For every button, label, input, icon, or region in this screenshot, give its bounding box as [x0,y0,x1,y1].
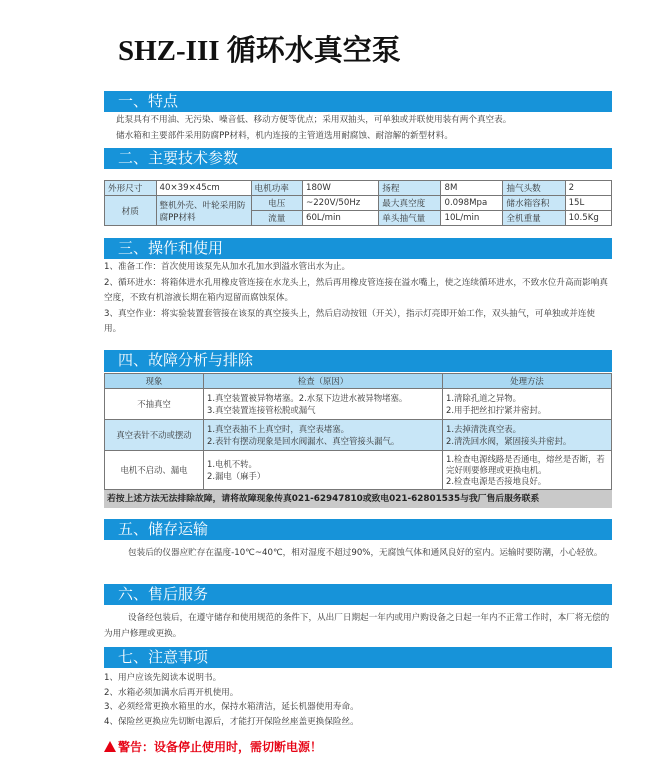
service-text: 设备经包装后，在遵守储存和使用规范的条件下，从出厂日期起一年内或用户购设备之日起一年内不正常工作时，本厂将无偿的为用户修理或更换。 [104,613,610,639]
section-heading-notes: 七、注意事项 [104,647,612,668]
fix: 1.清除孔道之异物。 [446,393,521,403]
section-heading-features: 一、特点 [104,91,612,112]
cause: 1.真空表抽不上真空时，真空表堵塞。 [207,424,349,434]
spec-label: 材质 [105,196,157,226]
section-heading-troubleshooting: 四、故障分析与排除 [104,350,612,372]
text-line: 3、真空作业：将实验装置套管接在该泵的真空接头上，然后启动按钮（开关），指示灯亮即开始工作，双头抽气，可单独或并连使用。 [104,308,596,334]
list-item: 3、必须经常更换水箱里的水，保持水箱清洁，延长机器使用寿命。 [104,702,359,712]
spec-value: 60L/min [303,211,379,226]
table-row [105,451,612,490]
spec-value: 8M [441,181,503,196]
spec-label: 最大真空度 [379,196,441,211]
text-line: 2、循环进水：将箱体进水孔用橡皮管连接在水龙头上，然后再用橡皮管连接在溢水嘴上，使之连续循环进水，不致水位升高而影响真空度，不致有机溶液长期在箱内逗留而腐蚀泵体。 [104,277,608,303]
page-title: SHZ-III 循环水真空泵 [118,35,401,67]
spec-label: 全机重量 [503,211,565,226]
spec-label: 扬程 [379,181,441,196]
spec-value: ~220V/50Hz [303,196,379,211]
symptom: 不抽真空 [105,389,204,420]
list-item: 4、保险丝更换应先切断电源后，才能打开保险丝座盖更换保险丝。 [104,716,359,727]
spec-value: 10L/min [441,211,503,226]
spec-label: 抽气头数 [503,181,565,196]
fix: 1.检查电源线路是否通电，熔丝是否断，若完好则要修理或更换电机。 [446,453,605,475]
text-line: 此泵具有不用油、无污染、噪音低、移动方便等优点；采用双抽头，可单独或并联使用装有两个真空表。 [116,115,512,125]
warning-text: 警告：设备停止使用时，需切断电源！ [118,740,323,754]
features-text [116,112,612,144]
warning [104,738,612,755]
cause: 2.漏电（麻手） [207,471,266,481]
fix: 1.去掉清洗真空表。 [446,424,521,434]
cause: 2.表针有摆动现象是回水阀漏水、真空管接头漏气。 [207,436,400,446]
specs-table [104,180,612,226]
column-header: 现象 [105,374,204,389]
symptom: 电机不启动、漏电 [105,451,204,490]
spec-value: 40×39×45cm [156,181,251,196]
spec-label: 电机功率 [251,181,303,196]
section-heading-operation: 三、操作和使用 [104,238,612,259]
cause: 3.真空装置连接管松脱或漏气 [207,405,316,415]
spec-label: 单头抽气量 [379,211,441,226]
spec-label: 外形尺寸 [105,181,157,196]
list-item: 1、用户应该先阅读本说明书。 [104,673,222,683]
table-row [105,420,612,451]
spec-label: 流量 [251,211,303,226]
section-heading-service: 六、售后服务 [104,584,612,605]
fix: 2.清洗回水阀，紧固接头并密封。 [446,436,572,446]
column-header: 检查（原因） [204,374,443,389]
cause: 1.真空装置被异物堵塞。2.水泵下边进水被异物堵塞。 [207,393,408,403]
spec-value: 0.098Mpa [441,196,503,211]
spec-value: 2 [565,181,611,196]
spec-value: 15L [565,196,611,211]
storage-text: 包装后的仪器应贮存在温度-10℃~40℃，相对湿度不超过90%，无腐蚀气体和通风良好的室内。运输时要防潮，小心轻放。 [128,548,603,558]
cause: 1.电机不转。 [207,459,257,469]
notes-list [104,671,612,729]
fix: 2.用手把丝扣拧紧并密封。 [446,405,547,415]
section-heading-specs: 二、主要技术参数 [104,148,612,169]
troubleshooting-table [104,373,612,508]
symptom: 真空表针不动或摆动 [105,420,204,451]
warning-triangle-icon [104,741,116,752]
spec-value: 10.5Kg [565,211,611,226]
fix: 2.检查电源是否接地良好。 [446,475,547,486]
text-line: 1、准备工作：首次使用该泵先从加水孔加水到溢水管出水为止。 [104,262,351,272]
operation-text [104,260,612,338]
spec-label: 储水箱容积 [503,196,565,211]
spec-label: 电压 [251,196,303,211]
table-row [105,389,612,420]
contact-note: 若按上述方法无法排除故障，请将故障现象传真021-62947810或致电021-62801535与我厂售后服务联系 [104,490,612,508]
spec-value: 整机外壳、叶轮采用防腐PP材料 [156,196,251,226]
column-header: 处理方法 [443,374,612,389]
text-line: 储水箱和主要部件采用防腐PP材料，机内连接的主管道选用耐腐蚀、耐溶解的新型材料。 [116,131,453,141]
list-item: 2、水箱必须加满水后再开机使用。 [104,687,239,698]
section-heading-storage: 五、储存运输 [104,519,612,540]
spec-value: 180W [303,181,379,196]
